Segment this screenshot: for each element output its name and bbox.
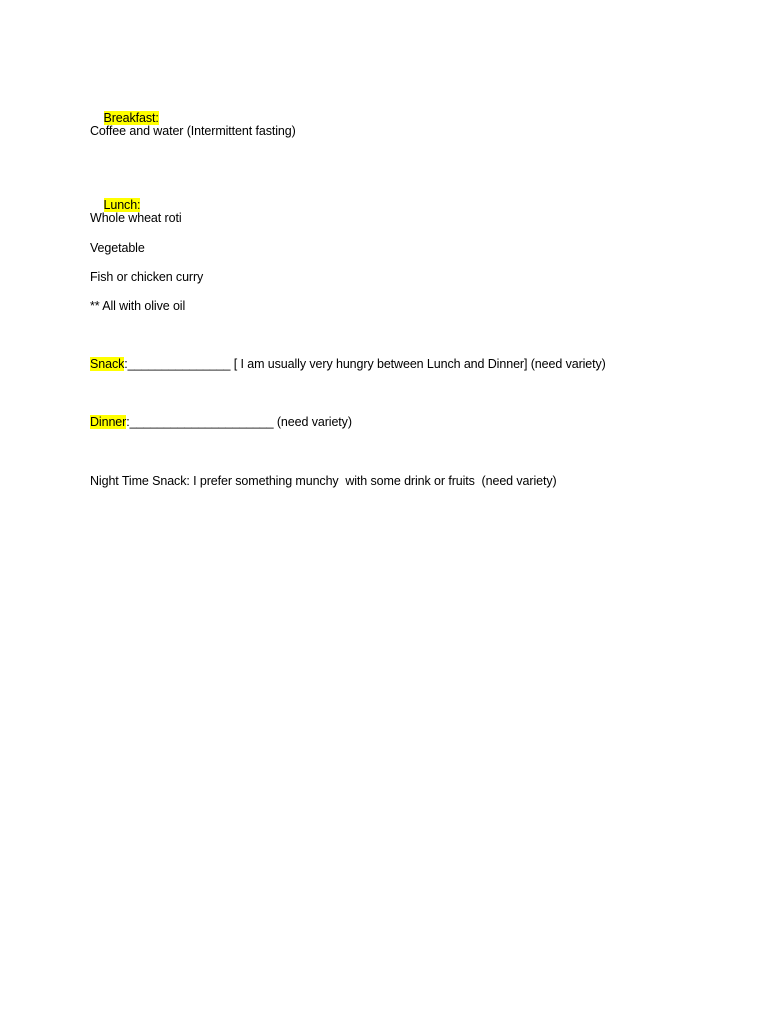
lunch-item: Vegetable [90, 241, 145, 255]
dinner-rest-text: :_____________________ (need variety) [126, 415, 352, 429]
lunch-item: Whole wheat roti [90, 211, 182, 225]
breakfast-heading-text: Breakfast: [103, 111, 159, 125]
lunch-heading-text: Lunch: [103, 198, 141, 212]
snack-line [90, 356, 606, 372]
lunch-item: ** All with olive oil [90, 299, 186, 313]
snack-rest-text: :_______________ [ I am usually very hungry between Lunch and Dinner] (need variety) [124, 357, 606, 371]
dinner-line [90, 414, 352, 430]
breakfast-item: Coffee and water (Intermittent fasting) [90, 124, 296, 138]
dinner-heading-text: Dinner [90, 415, 127, 429]
lunch-item: Fish or chicken curry [90, 270, 204, 284]
night-snack-line: Night Time Snack: I prefer something munchy with some drink or fruits (need variety) [90, 474, 557, 488]
snack-heading-text: Snack [90, 357, 125, 371]
